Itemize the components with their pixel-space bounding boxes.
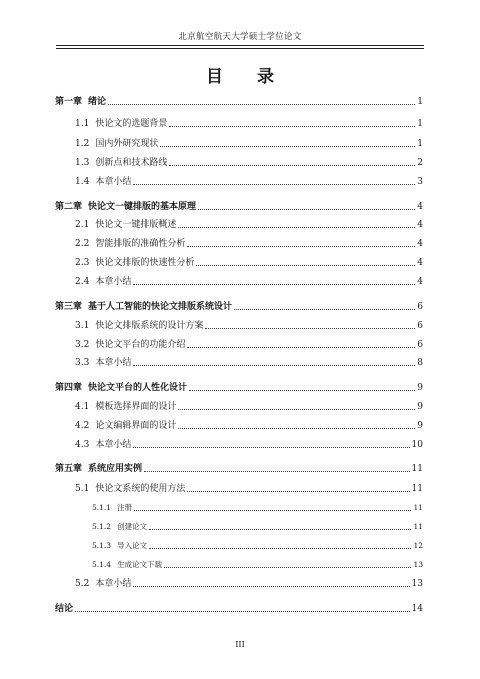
toc-section-entry[interactable] bbox=[75, 118, 423, 130]
toc-entry-number: 2.1 bbox=[75, 220, 90, 230]
toc-entry-page: 4 bbox=[417, 220, 423, 230]
toc-entry-number: 5.1.2 bbox=[92, 522, 112, 531]
toc-entry-page: 6 bbox=[417, 321, 423, 331]
toc-entry-number: 5.1.3 bbox=[92, 541, 112, 550]
toc-section-entry[interactable] bbox=[75, 420, 423, 432]
dot-leader bbox=[187, 491, 409, 492]
toc-entry-label bbox=[92, 521, 147, 533]
toc-entry-number: 5.1.1 bbox=[92, 503, 112, 512]
toc-section-entry[interactable] bbox=[75, 276, 423, 288]
toc-entry-page: 2 bbox=[417, 158, 423, 168]
toc-entry-title: 快论文平台的功能介绍 bbox=[95, 340, 186, 350]
toc-entry-page: 11 bbox=[411, 464, 423, 474]
toc-entry-number: 4.1 bbox=[75, 402, 90, 412]
toc-entry-page: 9 bbox=[417, 383, 423, 393]
dot-leader bbox=[108, 104, 415, 105]
toc-entry-page: 6 bbox=[417, 340, 423, 350]
toc-entry-page: 9 bbox=[417, 421, 423, 431]
dot-leader bbox=[144, 471, 410, 472]
toc-section-entry[interactable] bbox=[75, 339, 423, 351]
toc-entry-number: 1.2 bbox=[75, 139, 90, 149]
toc-subsection-entry[interactable] bbox=[92, 502, 423, 514]
dot-leader bbox=[189, 390, 415, 391]
toc-section-entry[interactable] bbox=[75, 138, 423, 150]
toc-subsection-entry[interactable] bbox=[92, 540, 423, 552]
toc-entry-title: 快论文一键排版概述 bbox=[95, 220, 177, 230]
toc-entry-title: 快论文一键排版的基本原理 bbox=[88, 202, 197, 212]
toc-entry-label bbox=[75, 276, 131, 288]
toc-entry-label bbox=[75, 483, 185, 495]
toc-entry-number: 5.2 bbox=[75, 579, 90, 589]
toc-chapter-entry[interactable] bbox=[55, 201, 423, 213]
toc-entry-title: 结论 bbox=[55, 604, 74, 614]
toc-entry-title: 绪论 bbox=[88, 97, 107, 107]
toc-chapter-entry[interactable] bbox=[55, 382, 423, 394]
dot-leader bbox=[134, 510, 411, 511]
toc-entry-page: 10 bbox=[411, 440, 423, 450]
toc-entry-title: 快论文平台的人性化设计 bbox=[88, 383, 188, 393]
toc-section-entry[interactable] bbox=[75, 157, 423, 169]
toc-entry-label bbox=[75, 401, 176, 413]
toc-section-entry[interactable] bbox=[75, 357, 423, 369]
toc-entry-title: 国内外研究现状 bbox=[95, 139, 159, 149]
toc-entry-page: 3 bbox=[417, 177, 423, 187]
dot-leader bbox=[178, 227, 415, 228]
toc-entry-title: 生成论文下载 bbox=[117, 560, 163, 569]
dot-leader bbox=[169, 165, 415, 166]
toc-entry-number: 3.3 bbox=[75, 358, 90, 368]
dot-leader bbox=[160, 146, 415, 147]
dot-leader bbox=[133, 365, 415, 366]
toc-entry-title: 基于人工智能的快论文排版系统设计 bbox=[88, 302, 233, 312]
toc-entry-title: 快论文排版系统的设计方案 bbox=[95, 321, 204, 331]
dot-leader bbox=[133, 284, 415, 285]
toc-section-entry[interactable] bbox=[75, 483, 423, 495]
toc-entry-number: 2.4 bbox=[75, 277, 90, 287]
toc-entry-number: 3.2 bbox=[75, 340, 90, 350]
toc-entry-label bbox=[75, 118, 167, 130]
toc-entry-page: 14 bbox=[411, 604, 423, 614]
toc-entry-label bbox=[75, 219, 176, 231]
toc-section-entry[interactable] bbox=[75, 439, 423, 451]
toc-entry-page: 6 bbox=[417, 302, 423, 312]
dot-leader bbox=[164, 567, 411, 568]
toc-entry-number: 第一章 bbox=[55, 97, 83, 107]
toc-entry-number: 3.1 bbox=[75, 321, 90, 331]
toc-entry-page: 11 bbox=[413, 503, 423, 512]
dot-leader bbox=[169, 126, 415, 127]
toc-entry-number: 5.1.4 bbox=[92, 560, 112, 569]
toc-section-entry[interactable] bbox=[75, 320, 423, 332]
toc-entry-page: 1 bbox=[417, 97, 423, 107]
toc-entry-page: 4 bbox=[417, 202, 423, 212]
toc-entry-number: 4.3 bbox=[75, 440, 90, 450]
dot-leader bbox=[149, 548, 411, 549]
toc-entry-number: 5.1 bbox=[75, 484, 90, 494]
toc-entry-title: 论文编辑界面的设计 bbox=[95, 421, 177, 431]
toc-section-entry[interactable] bbox=[75, 176, 423, 188]
toc-entry-label bbox=[75, 176, 131, 188]
toc-section-entry[interactable] bbox=[75, 238, 423, 250]
toc-entry-label bbox=[55, 463, 142, 475]
toc-entry-number: 第五章 bbox=[55, 464, 83, 474]
toc-entry-title: 创新点和技术路线 bbox=[95, 158, 168, 168]
toc-entry-label bbox=[55, 382, 187, 394]
toc-subsection-entry[interactable] bbox=[92, 521, 423, 533]
toc-entry-number: 2.3 bbox=[75, 258, 90, 268]
toc-entry-title: 注册 bbox=[117, 503, 133, 512]
dot-leader bbox=[187, 347, 415, 348]
toc-entry-page: 9 bbox=[417, 402, 423, 412]
dot-leader bbox=[205, 328, 415, 329]
toc-chapter-entry[interactable] bbox=[55, 463, 423, 475]
toc-chapter-entry[interactable] bbox=[55, 301, 423, 313]
toc-entry-label bbox=[75, 320, 203, 332]
toc-entry-page: 1 bbox=[417, 119, 423, 129]
toc-entry-title: 创建论文 bbox=[117, 522, 148, 531]
dot-leader bbox=[178, 428, 415, 429]
toc-entry-number: 1.1 bbox=[75, 119, 90, 129]
dot-leader bbox=[133, 586, 409, 587]
toc-entry-title: 智能排版的准确性分析 bbox=[95, 239, 186, 249]
toc-entry-title: 本章小结 bbox=[95, 440, 132, 450]
toc-entry-label bbox=[75, 238, 185, 250]
toc-entry-label bbox=[92, 559, 162, 571]
toc-section-entry[interactable] bbox=[75, 219, 423, 231]
toc-entry-title: 系统应用实例 bbox=[88, 464, 143, 474]
toc-entry-label bbox=[75, 357, 131, 369]
dot-leader bbox=[149, 529, 411, 530]
page-title: 目 录 bbox=[206, 67, 288, 87]
toc-entry-page: 13 bbox=[411, 579, 423, 589]
page-number: III bbox=[235, 640, 245, 649]
toc-entry-label bbox=[75, 138, 158, 150]
dot-leader bbox=[187, 246, 415, 247]
toc-entry-page: 4 bbox=[417, 277, 423, 287]
toc-entry-label bbox=[75, 420, 176, 432]
toc-entry-label bbox=[75, 439, 131, 451]
toc-entry-label bbox=[92, 502, 132, 514]
toc-section-entry[interactable] bbox=[75, 578, 423, 590]
toc-entry-title: 本章小结 bbox=[95, 277, 132, 287]
toc-chapter-entry[interactable] bbox=[55, 96, 423, 108]
toc-entry-title: 本章小结 bbox=[95, 358, 132, 368]
toc-entry-page: 11 bbox=[411, 484, 423, 494]
toc-entry-label bbox=[75, 578, 131, 590]
toc-entry-number: 第三章 bbox=[55, 302, 83, 312]
toc-subsection-entry[interactable] bbox=[92, 559, 423, 571]
toc-entry-page: 4 bbox=[417, 239, 423, 249]
toc-entry-label bbox=[75, 157, 167, 169]
toc-entry-title: 本章小结 bbox=[95, 579, 132, 589]
toc-entry-page: 12 bbox=[413, 541, 423, 550]
toc-entry-number: 2.2 bbox=[75, 239, 90, 249]
toc-entry-label bbox=[55, 301, 232, 313]
toc-entry-label bbox=[55, 603, 73, 615]
toc-entry-title: 模板选择界面的设计 bbox=[95, 402, 177, 412]
dot-leader bbox=[133, 447, 409, 448]
toc-entry-label bbox=[75, 257, 194, 269]
toc-entry-number: 1.3 bbox=[75, 158, 90, 168]
toc-entry-label bbox=[75, 339, 185, 351]
toc-section-entry[interactable] bbox=[75, 257, 423, 269]
dot-leader bbox=[196, 265, 415, 266]
dot-leader bbox=[198, 209, 415, 210]
toc-chapter-entry[interactable] bbox=[55, 603, 423, 615]
toc-entry-label bbox=[92, 540, 147, 552]
toc-entry-title: 本章小结 bbox=[95, 177, 132, 187]
toc-entry-title: 快论文的选题背景 bbox=[95, 119, 168, 129]
toc-entry-page: 13 bbox=[413, 560, 423, 569]
running-header: 北京航空航天大学硕士学位论文 bbox=[178, 32, 302, 42]
dot-leader bbox=[178, 409, 415, 410]
toc-entry-number: 4.2 bbox=[75, 421, 90, 431]
toc-entry-title: 快论文排版的快速性分析 bbox=[95, 258, 195, 268]
toc-entry-label bbox=[55, 96, 106, 108]
toc-entry-number: 1.4 bbox=[75, 177, 90, 187]
toc-entry-number: 第二章 bbox=[55, 202, 83, 212]
dot-leader bbox=[75, 611, 410, 612]
toc-entry-title: 快论文系统的使用方法 bbox=[95, 484, 186, 494]
toc-entry-title: 导入论文 bbox=[117, 541, 148, 550]
toc-entry-page: 11 bbox=[413, 522, 423, 531]
toc-entry-page: 1 bbox=[417, 139, 423, 149]
toc-entry-page: 8 bbox=[417, 358, 423, 368]
toc-section-entry[interactable] bbox=[75, 401, 423, 413]
toc-entry-page: 4 bbox=[417, 258, 423, 268]
toc-entry-label bbox=[55, 201, 196, 213]
toc-entry-number: 第四章 bbox=[55, 383, 83, 393]
dot-leader bbox=[133, 184, 415, 185]
dot-leader bbox=[234, 309, 415, 310]
